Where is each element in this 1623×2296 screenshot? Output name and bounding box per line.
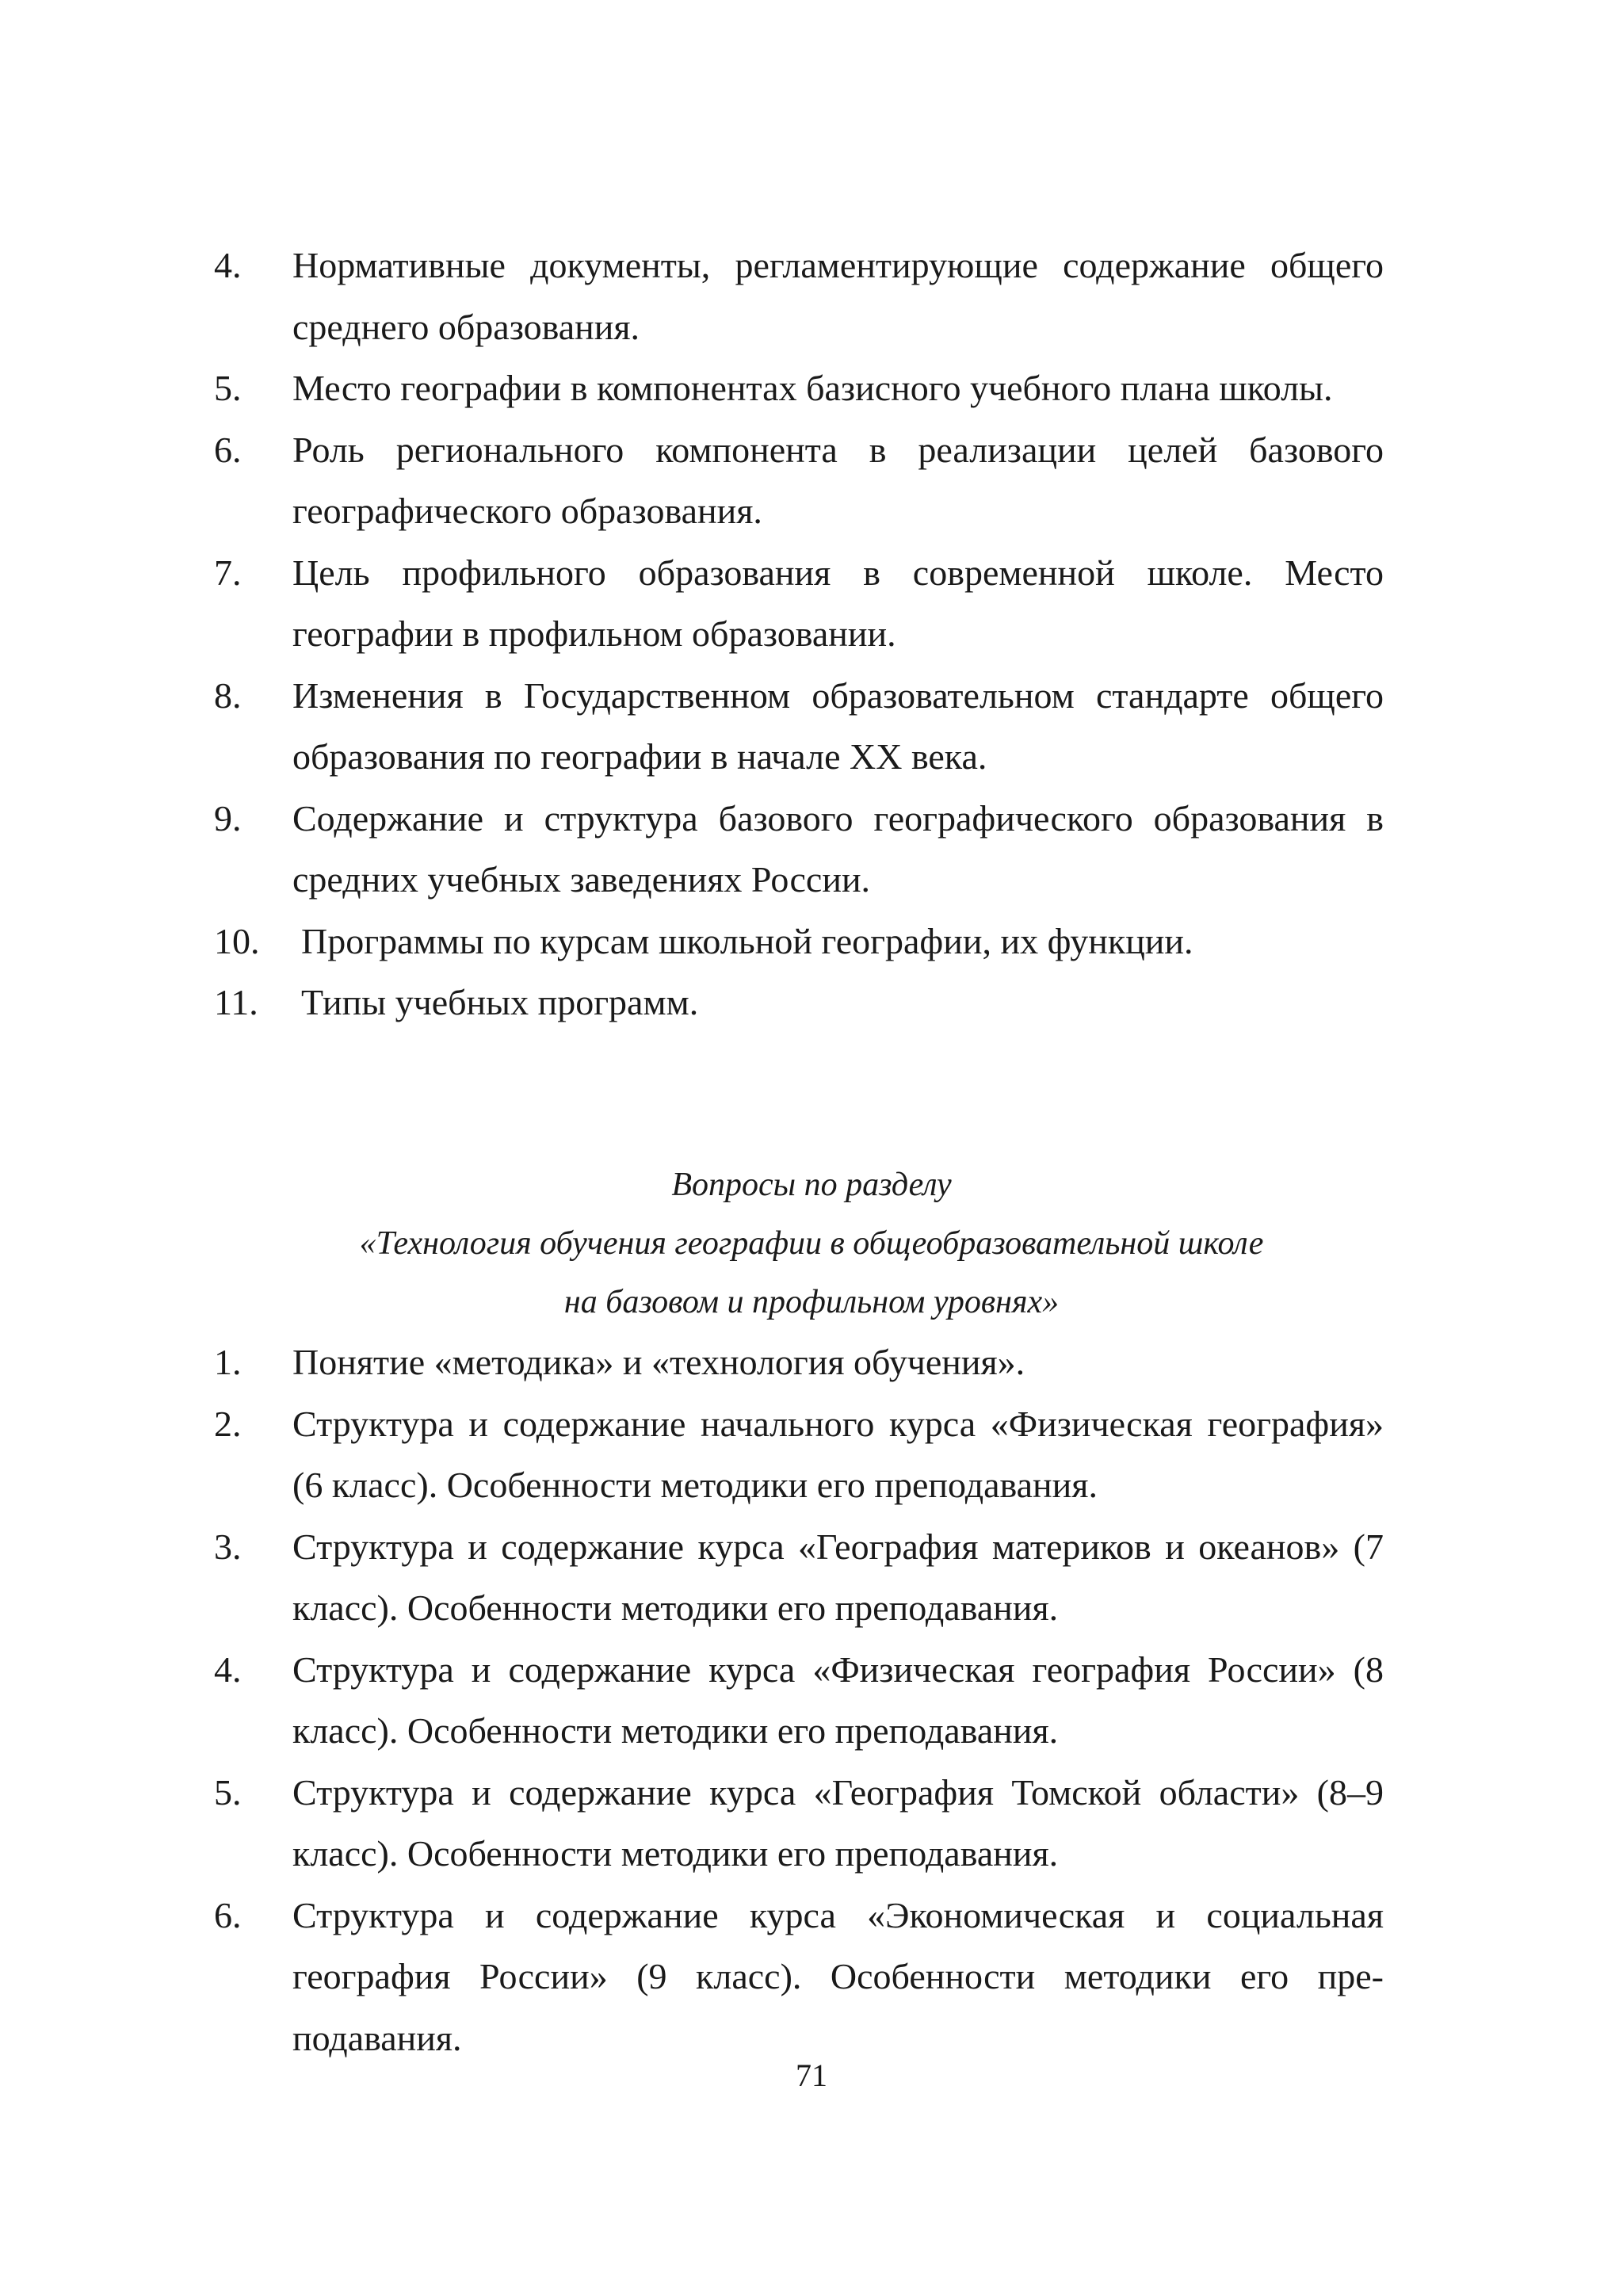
item-number: 3. xyxy=(214,1526,242,1567)
list-item xyxy=(0,1762,1623,1885)
item-text: Структура и содержание курса «Экономическая и социальная география России» (9 класс). Особенности методики его преподавания. xyxy=(292,1894,1384,2058)
item-number: 4. xyxy=(214,245,242,285)
item-number: 7. xyxy=(214,552,242,593)
item-text: Структура и содержание начального курса «Физическая география» (6 класс). Особенности методики его преподавания. xyxy=(292,1403,1384,1505)
list-item xyxy=(0,1331,1623,1393)
list-item xyxy=(0,1639,1623,1762)
item-text: Структура и содержание курса «География Томской области» (8–9 класс). Особенности методики его преподавания. xyxy=(292,1771,1384,1874)
section-heading-line: Вопросы по разделу xyxy=(671,1167,952,1203)
list-item xyxy=(0,419,1623,542)
question-list-technology-section xyxy=(0,1331,1623,2069)
item-number: 8. xyxy=(214,674,242,716)
item-text: Цель профильного образования в современной школе. Место географии в профильном образовании. xyxy=(292,552,1384,654)
item-number: 10. xyxy=(214,920,260,961)
list-item xyxy=(0,1516,1623,1639)
section-heading-line: «Технология обучения географии в общеобразовательной школе xyxy=(359,1225,1264,1262)
list-item xyxy=(0,1393,1623,1516)
section-heading-line: на базовом и профильном уровнях» xyxy=(563,1284,1060,1320)
section-heading xyxy=(0,1156,1623,1331)
item-text: Структура и содержание курса «География материков и океанов» (7 класс). Особенности методики его преподавания. xyxy=(292,1526,1384,1628)
item-number: 5. xyxy=(214,1771,242,1813)
item-text: Структура и содержание курса «Физическая география России» (8 класс). Особенности методики его преподавания. xyxy=(292,1648,1384,1751)
item-text: Изменения в Государственном образовательном стандарте общего образования по географии в начале XX века. xyxy=(292,674,1384,777)
item-number: 2. xyxy=(214,1403,242,1444)
item-number: 11. xyxy=(214,982,258,1022)
list-item xyxy=(0,788,1623,911)
item-text: Нормативные документы, регламентирующие содержание общего среднего образования. xyxy=(292,245,1384,347)
list-item xyxy=(0,665,1623,788)
item-number: 6. xyxy=(214,429,242,470)
item-number: 5. xyxy=(214,368,242,408)
item-number: 1. xyxy=(214,1342,242,1382)
item-text: Программы по курсам школьной географии, их функции. xyxy=(301,920,1193,961)
question-list-previous-section xyxy=(0,235,1623,1033)
list-item xyxy=(0,357,1623,419)
item-number: 9. xyxy=(214,797,242,839)
list-item xyxy=(0,542,1623,665)
item-text: Роль регионального компонента в реализации целей базового географического образования. xyxy=(292,429,1384,531)
list-item xyxy=(0,972,1623,1033)
list-item xyxy=(0,911,1623,972)
item-number: 6. xyxy=(214,1894,242,1935)
item-number: 4. xyxy=(214,1648,242,1690)
item-text: Типы учебных программ. xyxy=(301,982,699,1022)
item-text: Понятие «методика» и «технология обучения». xyxy=(292,1342,1025,1382)
page-number: 71 xyxy=(796,2057,827,2093)
item-text: Содержание и структура базового географического образования в средних учебных заведениях России. xyxy=(292,797,1384,900)
item-text: Место географии в компонентах базисного учебного плана школы. xyxy=(292,368,1333,408)
list-item xyxy=(0,235,1623,357)
list-item xyxy=(0,1885,1623,2069)
